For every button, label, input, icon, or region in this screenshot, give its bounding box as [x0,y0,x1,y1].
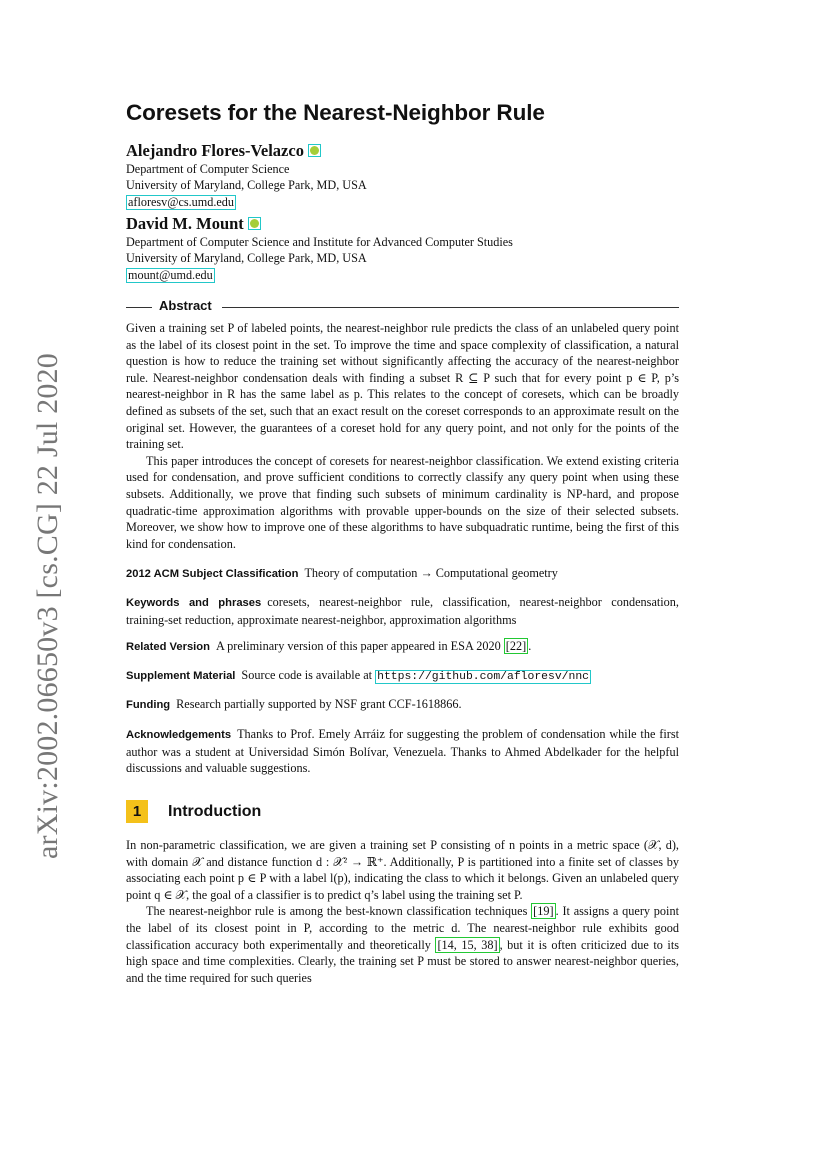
abstract-paragraph: This paper introduces the concept of coresets for nearest-neighbor classification. We extend existing criteria used for condensation, and prove sufficient conditions to correctly classify any query point when using these subsets. Additionally, we prove that finding such subsets of minimum cardinality is NP-hard, and propose quadratic-time approximation algorithms with provable upper-bounds on the size of their selected subsets. Moreover, we show how to improve one of these algorithms to have subquadratic runtime, being the first of this kind for condensation. [126,453,679,551]
author-name: Alejandro Flores-Velazco [126,141,304,160]
funding [126,696,679,714]
orcid-icon[interactable] [248,217,261,230]
paper-title: Coresets for the Nearest-Neighbor Rule [126,100,545,125]
acknowledgements [126,726,679,777]
acm-classification [126,565,679,583]
source-code-link[interactable]: https://github.com/afloresv/nnc [377,671,590,683]
divider [222,307,679,308]
supplement-material [126,667,679,686]
author-affiliation: Department of Computer Science and Institute for Advanced Computer Studies [126,235,513,249]
related-label: Related Version [126,641,210,653]
keywords [126,594,679,628]
author-block-2 [126,214,679,283]
author-affiliation: University of Maryland, College Park, MD, USA [126,178,367,193]
abstract-body [126,320,679,552]
abstract-heading [126,298,679,316]
supplement-text: Source code is available at [241,668,373,682]
acm-text: Theory of computation → Computational geometry [304,566,558,580]
section-title: Introduction [168,803,262,820]
author-email-link[interactable]: mount@umd.edu [128,267,213,282]
author-affiliation: University of Maryland, College Park, MD, USA [126,251,367,266]
abstract-label: Abstract [159,298,212,313]
intro-paragraph: The nearest-neighbor rule is among the best-known classification techniques [19] . It assigns a query point the label of its closest point in P, according to the metric d. The nearest-neighbor rule exhibits good classification accuracy both experimentally and theoretically [14, 15, 38] , but it is often criticized due to its high space and time complexities. Clearly, the training set P must be stored to answer nearest-neighbor queries, and the time required for such queries [126,904,679,985]
citation-link[interactable]: [19] [533,904,554,919]
citation-link[interactable]: [22] [505,639,527,653]
keywords-label: Keywords and phrases [126,597,262,609]
citation-link[interactable]: [14, 15, 38] [437,937,498,952]
abstract-paragraph: Given a training set P of labeled points, the nearest-neighbor rule predicts the class of an unlabeled query point as the label of its closest point in the set. To improve the time and space complexity of classification, a natural question is how to reduce the training set without significantly affecting the accuracy of the nearest-neighbor rule. Nearest-neighbor condensation deals with finding a subset R ⊆ P such that for every point p ∈ P, p’s nearest-neighbor in R has the same label as p. This relates to the concept of coresets, which can be broadly defined as subsets of the set, such that an exact result on the coreset corresponds to an approximate result on the original set. However, the guarantees of a coreset hold for any query point, and not only for the points of the training set. [126,321,679,452]
section-heading [126,800,679,824]
section-number: 1 [126,800,148,823]
author-name: David M. Mount [126,214,244,233]
author-block-1 [126,141,679,210]
supplement-label: Supplement Material [126,670,236,682]
orcid-icon[interactable] [308,144,321,157]
funding-label: Funding [126,699,171,711]
ack-text: Thanks to Prof. Emely Arráiz for suggesting the problem of condensation while the first author was a student at Universidad Simón Bolívar, Venezuela. Thanks to Ahmed Abdelkader for the helpful discussions and valuable suggestions. [126,727,679,776]
acm-label: 2012 ACM Subject Classification [126,568,299,580]
divider [126,307,152,308]
author-email-link[interactable]: afloresv@cs.umd.edu [128,194,234,209]
funding-text: Research partially supported by NSF grant CCF-1618866. [176,697,462,711]
arxiv-identifier-text: arXiv:2002.06650v3 [cs.CG] 22 Jul 2020 [31,353,64,859]
ack-label: Acknowledgements [126,729,232,741]
author-affiliation: Department of Computer Science [126,162,290,176]
intro-paragraph: In non-parametric classification, we are given a training set P consisting of n points in a metric space (𝒳, d), with domain 𝒳 and distance function d : 𝒳² → ℝ⁺. Additionally, P is partitioned into a finite set of classes by associating each point p ∈ P with a label l(p), indicating the class to which it belongs. Given an unlabeled query point q ∈ 𝒳, the goal of a classifier is to predict q’s label using the training set P. [126,838,679,902]
related-version: Related Version A preliminary version of this paper appeared in ESA 2020 [22] . [126,639,532,653]
keywords-text: coresets, nearest-neighbor rule, classification, nearest-neighbor condensation, training-set reduction, approximate nearest-neighbor, approximation algorithms [126,595,679,627]
introduction-body [126,837,679,986]
related-text: A preliminary version of this paper appeared in ESA 2020 [215,639,501,653]
